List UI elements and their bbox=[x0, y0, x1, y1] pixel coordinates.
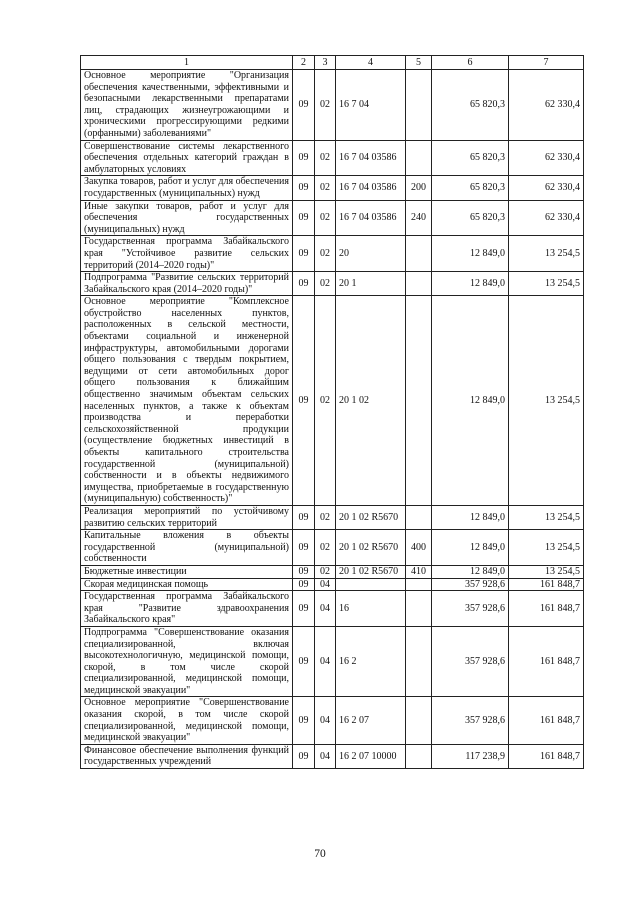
section-code: 09 bbox=[293, 591, 315, 627]
target-article-code: 20 bbox=[336, 236, 406, 272]
section-code: 09 bbox=[293, 70, 315, 141]
expense-type-code bbox=[406, 505, 432, 529]
column-header: 6 bbox=[432, 56, 509, 70]
amount-year-2: 62 330,4 bbox=[509, 200, 584, 236]
target-article-code: 16 2 bbox=[336, 626, 406, 697]
subsection-code: 04 bbox=[315, 578, 336, 591]
amount-year-2: 161 848,7 bbox=[509, 697, 584, 744]
row-name: Государственная программа Забайкальского края "Развитие здравоохранения Забайкальского края" bbox=[81, 591, 293, 627]
section-code: 09 bbox=[293, 530, 315, 566]
subsection-code: 02 bbox=[315, 530, 336, 566]
amount-year-1: 357 928,6 bbox=[432, 591, 509, 627]
section-code: 09 bbox=[293, 272, 315, 296]
subsection-code: 02 bbox=[315, 200, 336, 236]
subsection-code: 02 bbox=[315, 70, 336, 141]
expense-type-code: 200 bbox=[406, 176, 432, 200]
row-name: Совершенствование системы лекарственного обеспечения отдельных категорий граждан в амбулаторных условиях bbox=[81, 140, 293, 176]
section-code: 09 bbox=[293, 236, 315, 272]
expense-type-code: 400 bbox=[406, 530, 432, 566]
target-article-code: 16 2 07 bbox=[336, 697, 406, 744]
row-name: Скорая медицинская помощь bbox=[81, 578, 293, 591]
row-name: Закупка товаров, работ и услуг для обеспечения государственных (муниципальных) нужд bbox=[81, 176, 293, 200]
subsection-code: 04 bbox=[315, 591, 336, 627]
table-row bbox=[81, 140, 584, 176]
section-code: 09 bbox=[293, 505, 315, 529]
amount-year-2: 62 330,4 bbox=[509, 140, 584, 176]
row-name: Основное мероприятие "Комплексное обустройство населенных пунктов, расположенных в сельской местности, объектами социальной и инженерной инфраструктуры, автомобильными дорогами общего пользования с твердым покрытием, ведущими от сети автомобильных дорог общего пользования к ближайшим общественно значимым объектам сельских населенных пунктов, а также к объектам производства и переработки сельскохозяйственной продукции (осуществление бюджетных инвестиций в объекты капитального строительства государственной (муниципальной) собственности и в объекты недвижимого имущества, приобретаемые в государственную (муниципальную) собственность)" bbox=[81, 296, 293, 506]
table-row bbox=[81, 176, 584, 200]
expense-type-code bbox=[406, 236, 432, 272]
target-article-code: 16 2 07 10000 bbox=[336, 744, 406, 768]
amount-year-2: 13 254,5 bbox=[509, 505, 584, 529]
column-header: 2 bbox=[293, 56, 315, 70]
row-name: Подпрограмма "Совершенствование оказания специализированной, включая высокотехнологичную, медицинской помощи, скорой, в том числе скорой специализированной, медицинской помощи, медицинской эвакуации" bbox=[81, 626, 293, 697]
table-row bbox=[81, 70, 584, 141]
expense-type-code bbox=[406, 296, 432, 506]
amount-year-2: 13 254,5 bbox=[509, 236, 584, 272]
amount-year-1: 12 849,0 bbox=[432, 530, 509, 566]
amount-year-2: 161 848,7 bbox=[509, 744, 584, 768]
subsection-code: 04 bbox=[315, 697, 336, 744]
target-article-code: 20 1 02 R5670 bbox=[336, 505, 406, 529]
expense-type-code bbox=[406, 578, 432, 591]
subsection-code: 04 bbox=[315, 626, 336, 697]
subsection-code: 02 bbox=[315, 565, 336, 578]
target-article-code: 20 1 02 R5670 bbox=[336, 565, 406, 578]
expense-type-code bbox=[406, 140, 432, 176]
row-name: Государственная программа Забайкальского края "Устойчивое развитие сельских территорий (2014–2020 годы)" bbox=[81, 236, 293, 272]
expense-type-code bbox=[406, 591, 432, 627]
column-header: 7 bbox=[509, 56, 584, 70]
amount-year-1: 357 928,6 bbox=[432, 697, 509, 744]
target-article-code bbox=[336, 578, 406, 591]
expense-type-code bbox=[406, 70, 432, 141]
amount-year-1: 65 820,3 bbox=[432, 176, 509, 200]
amount-year-2: 13 254,5 bbox=[509, 530, 584, 566]
table-row bbox=[81, 697, 584, 744]
expense-type-code bbox=[406, 744, 432, 768]
section-code: 09 bbox=[293, 626, 315, 697]
section-code: 09 bbox=[293, 200, 315, 236]
page-number: 70 bbox=[314, 848, 326, 860]
expense-type-code bbox=[406, 626, 432, 697]
subsection-code: 04 bbox=[315, 744, 336, 768]
row-name: Реализация мероприятий по устойчивому развитию сельских территорий bbox=[81, 505, 293, 529]
table-row bbox=[81, 591, 584, 627]
target-article-code: 20 1 02 R5670 bbox=[336, 530, 406, 566]
target-article-code: 16 7 04 03586 bbox=[336, 176, 406, 200]
expense-type-code: 410 bbox=[406, 565, 432, 578]
amount-year-2: 13 254,5 bbox=[509, 272, 584, 296]
amount-year-2: 13 254,5 bbox=[509, 565, 584, 578]
section-code: 09 bbox=[293, 176, 315, 200]
row-name: Подпрограмма "Развитие сельских территорий Забайкальского края (2014–2020 годы)" bbox=[81, 272, 293, 296]
amount-year-2: 161 848,7 bbox=[509, 578, 584, 591]
column-header: 1 bbox=[81, 56, 293, 70]
subsection-code: 02 bbox=[315, 296, 336, 506]
section-code: 09 bbox=[293, 697, 315, 744]
amount-year-2: 161 848,7 bbox=[509, 591, 584, 627]
target-article-code: 20 1 bbox=[336, 272, 406, 296]
target-article-code: 16 7 04 bbox=[336, 70, 406, 141]
row-name: Бюджетные инвестиции bbox=[81, 565, 293, 578]
expense-type-code bbox=[406, 272, 432, 296]
amount-year-1: 12 849,0 bbox=[432, 272, 509, 296]
table-row bbox=[81, 578, 584, 591]
amount-year-2: 13 254,5 bbox=[509, 296, 584, 506]
column-header: 5 bbox=[406, 56, 432, 70]
amount-year-1: 357 928,6 bbox=[432, 626, 509, 697]
subsection-code: 02 bbox=[315, 505, 336, 529]
row-name: Основное мероприятие "Организация обеспечения качественными, эффективными и безопасными лекарственными препаратами лиц, страдающих жизнеугрожающими и хроническими прогрессирующими редкими (орфанными) заболеваниями" bbox=[81, 70, 293, 141]
section-code: 09 bbox=[293, 565, 315, 578]
row-name: Капитальные вложения в объекты государственной (муниципальной) собственности bbox=[81, 530, 293, 566]
subsection-code: 02 bbox=[315, 140, 336, 176]
table-row bbox=[81, 744, 584, 768]
target-article-code: 20 1 02 bbox=[336, 296, 406, 506]
column-header: 3 bbox=[315, 56, 336, 70]
amount-year-1: 12 849,0 bbox=[432, 236, 509, 272]
table-row bbox=[81, 272, 584, 296]
amount-year-2: 161 848,7 bbox=[509, 626, 584, 697]
table-row bbox=[81, 565, 584, 578]
expense-type-code bbox=[406, 697, 432, 744]
header-row bbox=[81, 56, 584, 70]
budget-table bbox=[80, 55, 584, 769]
amount-year-1: 65 820,3 bbox=[432, 140, 509, 176]
table-row bbox=[81, 236, 584, 272]
amount-year-1: 357 928,6 bbox=[432, 578, 509, 591]
amount-year-1: 12 849,0 bbox=[432, 296, 509, 506]
subsection-code: 02 bbox=[315, 176, 336, 200]
section-code: 09 bbox=[293, 744, 315, 768]
amount-year-1: 65 820,3 bbox=[432, 200, 509, 236]
row-name: Иные закупки товаров, работ и услуг для обеспечения государственных (муниципальных) нужд bbox=[81, 200, 293, 236]
table-row bbox=[81, 296, 584, 506]
expense-type-code: 240 bbox=[406, 200, 432, 236]
subsection-code: 02 bbox=[315, 236, 336, 272]
amount-year-1: 12 849,0 bbox=[432, 505, 509, 529]
amount-year-1: 12 849,0 bbox=[432, 565, 509, 578]
amount-year-1: 117 238,9 bbox=[432, 744, 509, 768]
section-code: 09 bbox=[293, 578, 315, 591]
table-row bbox=[81, 505, 584, 529]
column-header: 4 bbox=[336, 56, 406, 70]
amount-year-2: 62 330,4 bbox=[509, 70, 584, 141]
subsection-code: 02 bbox=[315, 272, 336, 296]
table-row bbox=[81, 626, 584, 697]
row-name: Финансовое обеспечение выполнения функций государственных учреждений bbox=[81, 744, 293, 768]
target-article-code: 16 7 04 03586 bbox=[336, 140, 406, 176]
target-article-code: 16 bbox=[336, 591, 406, 627]
table-row bbox=[81, 200, 584, 236]
row-name: Основное мероприятие "Совершенствование оказания скорой, в том числе скорой специализированной, медицинской помощи, медицинской эвакуации" bbox=[81, 697, 293, 744]
section-code: 09 bbox=[293, 140, 315, 176]
table-row bbox=[81, 530, 584, 566]
section-code: 09 bbox=[293, 296, 315, 506]
table-body bbox=[81, 70, 584, 769]
target-article-code: 16 7 04 03586 bbox=[336, 200, 406, 236]
amount-year-1: 65 820,3 bbox=[432, 70, 509, 141]
amount-year-2: 62 330,4 bbox=[509, 176, 584, 200]
